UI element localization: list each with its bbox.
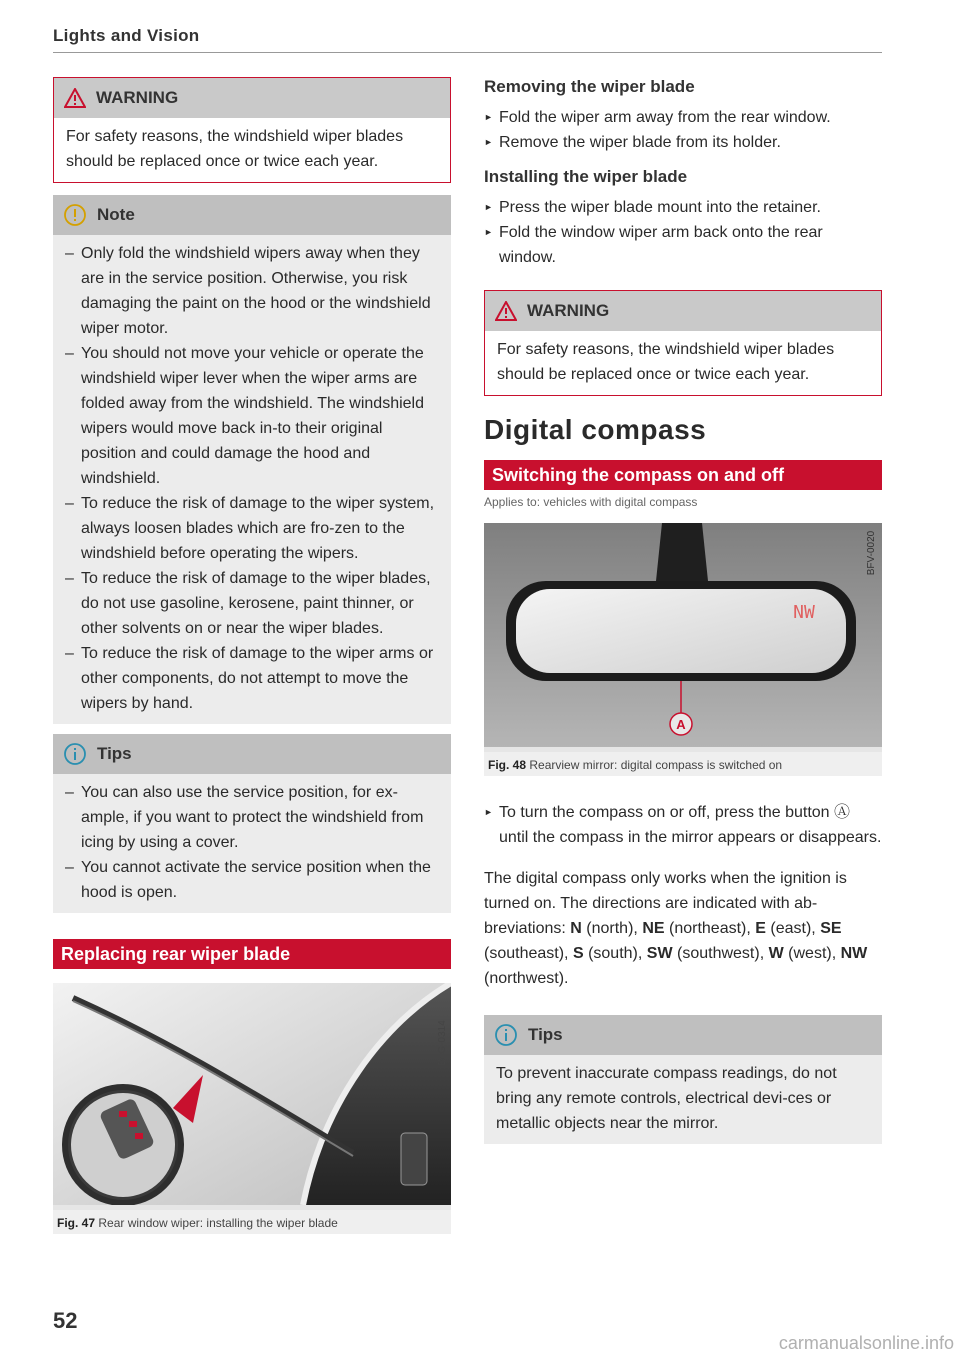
tips-item: – You cannot activate the service position when the hood is open. [65,855,439,905]
note-label: Note [97,205,135,224]
tips-box [53,734,451,913]
note-header [53,195,451,235]
step-item: ► Press the wiper blade mount into the retainer. [484,195,882,220]
step-item: ► To turn the compass on or off, press the button Ⓐ until the compass in the mirror appears or disappears. [484,800,882,850]
dir-abbr: NE [642,920,665,937]
section-heading-rear-wiper: Replacing rear wiper blade [53,939,451,969]
warning-header [485,291,881,331]
tips-header [53,734,451,774]
step-item: ► Fold the window wiper arm back onto the rear window. [484,220,882,270]
dir-abbr: SW [646,945,673,962]
tips-label: Tips [528,1025,563,1044]
warning-triangle-icon [64,88,86,108]
paragraph-lead: The digital compass only works when the ignition is turned on. The directions are indicated with ab-breviations: [484,870,847,937]
note-body [53,235,451,724]
applies-to: Applies to: vehicles with digital compass [484,495,698,509]
step-item: ► Remove the wiper blade from its holder. [484,130,882,155]
tips-box [484,1015,882,1144]
tips-body [53,774,451,913]
dir-name: (southwest), [677,945,765,962]
dir-abbr: S [572,945,584,962]
figure-number: Fig. 47 [57,1216,96,1230]
dir-name: (southeast), [484,945,569,962]
warning-header [54,78,450,118]
figure-caption-text: Rearview mirror: digital compass is switched on [529,758,783,772]
dir-abbr: W [768,945,784,962]
tips-item: – You can also use the service position, for ex-ample, if you want to protect the windshield from icing by using a cover. [65,780,439,855]
installing-steps [484,195,882,270]
compass-display: NW [793,602,815,623]
removing-heading: Removing the wiper blade [484,77,695,96]
step-item: ► Fold the wiper arm away from the rear window. [484,105,882,130]
callout-a-label: A [676,717,686,732]
section-heading-compass: Switching the compass on and off [484,460,882,490]
note-box [53,195,451,724]
warning-box [484,290,882,396]
dir-name: (northeast), [669,920,751,937]
figure-47 [53,983,451,1234]
warning-text: For safety reasons, the windshield wiper blades should be replaced once or twice each year. [485,331,881,395]
right-column [484,77,882,1154]
compass-steps [484,800,882,850]
dir-abbr: SE [820,920,842,937]
note-item: – To reduce the risk of damage to the wiper arms or other components, do not attempt to move the wipers by hand. [65,641,439,716]
warning-box [53,77,451,183]
rearview-mirror-illustration [484,523,882,747]
note-item: – To reduce the risk of damage to the wiper system, always loosen blades which are fro-zen to the windshield before operating the wipers. [65,491,439,566]
digital-compass-heading: Digital compass [484,414,707,445]
removing-steps [484,105,882,155]
figure-48 [484,523,882,776]
dir-name: (northwest). [484,970,569,987]
tips-label: Tips [97,744,132,763]
dir-name: (east), [770,920,816,937]
figure-caption [484,752,882,776]
info-icon [63,742,87,766]
figure-caption [53,1210,451,1234]
figure-code: BFV-0020 [866,530,877,576]
compass-paragraph [484,866,882,991]
note-item: – Only fold the windshield wipers away when they are in the service position. Otherwise, you risk damaging the paint on the hood or the windshield wiper motor. [65,241,439,341]
installing-heading: Installing the wiper blade [484,167,688,186]
header-rule [53,52,882,53]
watermark: carmanualsonline.info [778,1333,954,1353]
figure-caption-text: Rear window wiper: installing the wiper blade [98,1216,338,1230]
note-exclamation-icon [63,203,87,227]
warning-text: For safety reasons, the windshield wiper blades should be replaced once or twice each year. [54,118,450,182]
note-item: – To reduce the risk of damage to the wiper blades, do not use gasoline, kerosene, paint thinner, or other solvents on or near the wiper blades. [65,566,439,641]
tips-header [484,1015,882,1055]
warning-label: WARNING [96,88,179,107]
figure-code: B4G-0314 [437,1020,448,1066]
dir-abbr: N [570,920,582,937]
rear-wiper-illustration [53,983,451,1205]
warning-triangle-icon [495,301,517,321]
running-header: Lights and Vision [53,26,200,45]
left-column [53,77,451,1234]
dir-abbr: E [755,920,766,937]
dir-abbr: NW [840,945,868,962]
dir-name: (west), [788,945,837,962]
tips-text: To prevent inaccurate compass readings, do not bring any remote controls, electrical devi-ces or metallic objects near the mirror. [484,1055,882,1144]
info-icon [494,1023,518,1047]
warning-label: WARNING [527,301,610,320]
dir-name: (south), [588,945,643,962]
figure-number: Fig. 48 [488,758,527,772]
note-item: – You should not move your vehicle or operate the windshield wiper lever when the wiper arms are folded away from the windshield. The windshield wipers would move back in-to their original position and could damage the hood and windshield. [65,341,439,491]
dir-name: (north), [586,920,638,937]
page-number: 52 [53,1308,78,1333]
